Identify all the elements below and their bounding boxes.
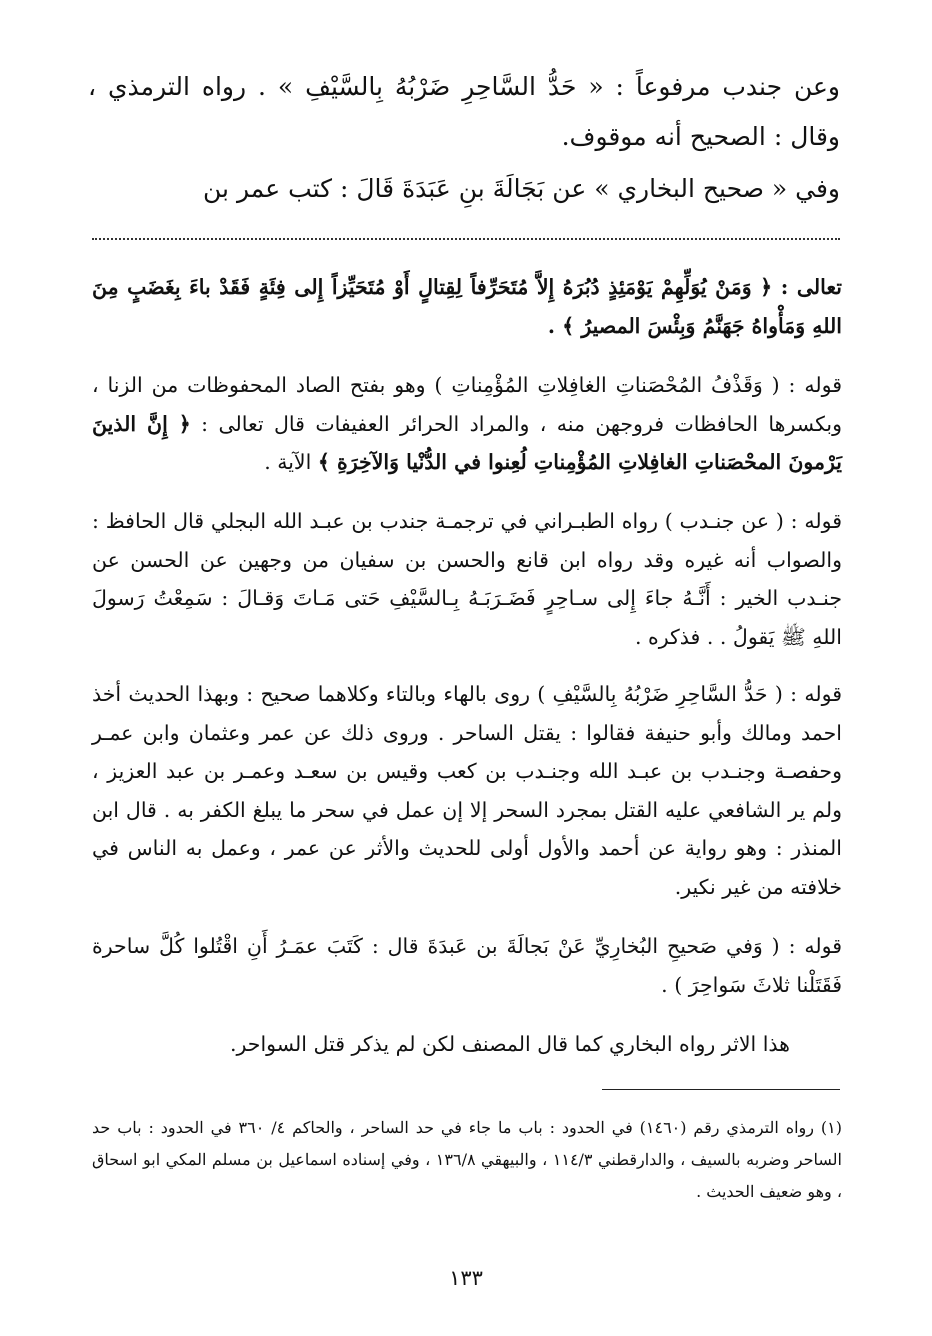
commentary-paragraph-3 bbox=[92, 502, 842, 656]
main-text-paragraph-2 bbox=[88, 164, 840, 214]
main-text-paragraph-2-text: وفي « صحيح البخاري » عن بَجَالَةَ بنِ عَبَدَةَ قَالَ : كتب عمر بن bbox=[203, 174, 840, 203]
commentary-paragraph-2 bbox=[92, 366, 842, 482]
footnote bbox=[92, 1112, 842, 1208]
page-number: ١٣٣ bbox=[449, 1266, 483, 1290]
commentary-paragraph-6-text: هذا الاثر رواه البخاري كما قال المصنف لكن لم يذكر قتل السواحر. bbox=[229, 1032, 790, 1056]
commentary-paragraph-4 bbox=[92, 675, 842, 906]
footnote-text: (١) رواه الترمذي رقم (١٤٦٠) في الحدود : باب ما جاء في حد الساحر ، والحاكم ٤/ ٣٦٠ في الحدود : باب حد الساحر وضربه بالسيف ، والدارقطني ١١٤/٣ ، والبيهقي ١٣٦/٨ ، وفي إسناده اسماعيل بن مسلم المكي ابو اسحاق ، وهو ضعيف الحديث . bbox=[92, 1118, 843, 1201]
commentary-quran-verse-2: ﴿ إِنَّ الذينَ يَرْمونَ المحْصَناتِ الغافِلاتِ المُؤْمِناتِ لُعِنوا في الدُّنْيا وَالآخِرَةِ ﴾ bbox=[92, 411, 842, 474]
commentary-quran-verse-1: تعالى : ﴿ وَمَنْ يُوَلِّهِمْ يَوْمَئِذٍ دُبُرَهُ إِلاَّ مُتَحَرِّفاً لِقِتالٍ أَوْ مُتَحَيِّزاً إِلى فِئَةٍ فَقَدْ باءَ بِغَضَبٍ مِنَ اللهِ وَمَأْواهُ جَهَنَّمُ وَبِئْسَ المصيرُ ﴾ . bbox=[92, 275, 842, 338]
footnote-rule bbox=[602, 1089, 840, 1090]
commentary-paragraph-2-text-a: قوله : ( وَقَذْفُ المُحْصَناتِ الغافِلاتِ المُؤْمِناتِ ) وهو بفتح الصاد المحفوظات من الزنا ، وبكسرها الحافظات فروجهن منه ، والمراد الحرائر العفيفات قال تعالى : bbox=[92, 373, 842, 436]
dotted-separator bbox=[92, 238, 840, 240]
main-text-paragraph-1-text: وعن جندب مرفوعاً : « حَدُّ السَّاحِرِ ضَرْبُهُ بِالسَّيْفِ » . رواه الترمذي ، وقال : الصحيح أنه موقوف. bbox=[88, 72, 840, 151]
commentary-paragraph-6 bbox=[92, 1025, 790, 1064]
commentary-paragraph-3-text: قوله : ( عن جنـدب ) رواه الطبـراني في ترجمـة جندب بن عبـد الله البجلي قال الحافظ : والصواب أنه غيره وقد رواه ابن قانع والحسن بن سفيان من وجهين عن الحسن عن جنـدب الخير : أَنَّـهُ جاءَ إِلى سـاحِرٍ فَضَـرَبَـهُ بِـالسَّيْفِ حَتى مَـاتَ وَقـالَ : سَمِعْتُ رَسولَ اللهِ ﷺ يَقولُ . . فذكره . bbox=[92, 509, 842, 649]
commentary-paragraph-5 bbox=[92, 927, 842, 1004]
main-text-paragraph-1 bbox=[88, 62, 840, 162]
commentary-paragraph-2-text-b: الآية . bbox=[264, 450, 312, 474]
commentary-paragraph-1 bbox=[92, 268, 842, 345]
commentary-paragraph-5-text: قوله : ( وَفي صَحيحِ البُخارِيِّ عَنْ بَجالَةَ بن عَبدَةَ قال : كَتَبَ عمَـرُ أَنِ اقْتُلوا كُلَّ ساحرة فَقَتَلْنا ثلاثَ سَواحِرَ ) . bbox=[92, 934, 842, 997]
commentary-paragraph-4-text: قوله : ( حَدُّ السَّاحِرِ ضَرْبُهُ بِالسَّيْفِ ) روى بالهاء وبالتاء وكلاهما صحيح : وبهذا الحديث أخذ احمد ومالك وأبو حنيفة فقالوا : يقتل الساحر . وروى ذلك عن عمر وعثمان وابن عمـر وحفصـة وجنـدب بن عبـد الله وجنـدب بن كعب وقيس بن سعـد وعمـر بن عبد العزيز ، ولم ير الشافعي عليه القتل بمجرد السحر إلا إن عمل في سحر ما يبلغ الكفر به . قال ابن المنذر : وهو رواية عن أحمد والأول أولى للحديث والأثر عن عمر ، وعمل به الناس في خلافته من غير نكير. bbox=[92, 682, 843, 899]
